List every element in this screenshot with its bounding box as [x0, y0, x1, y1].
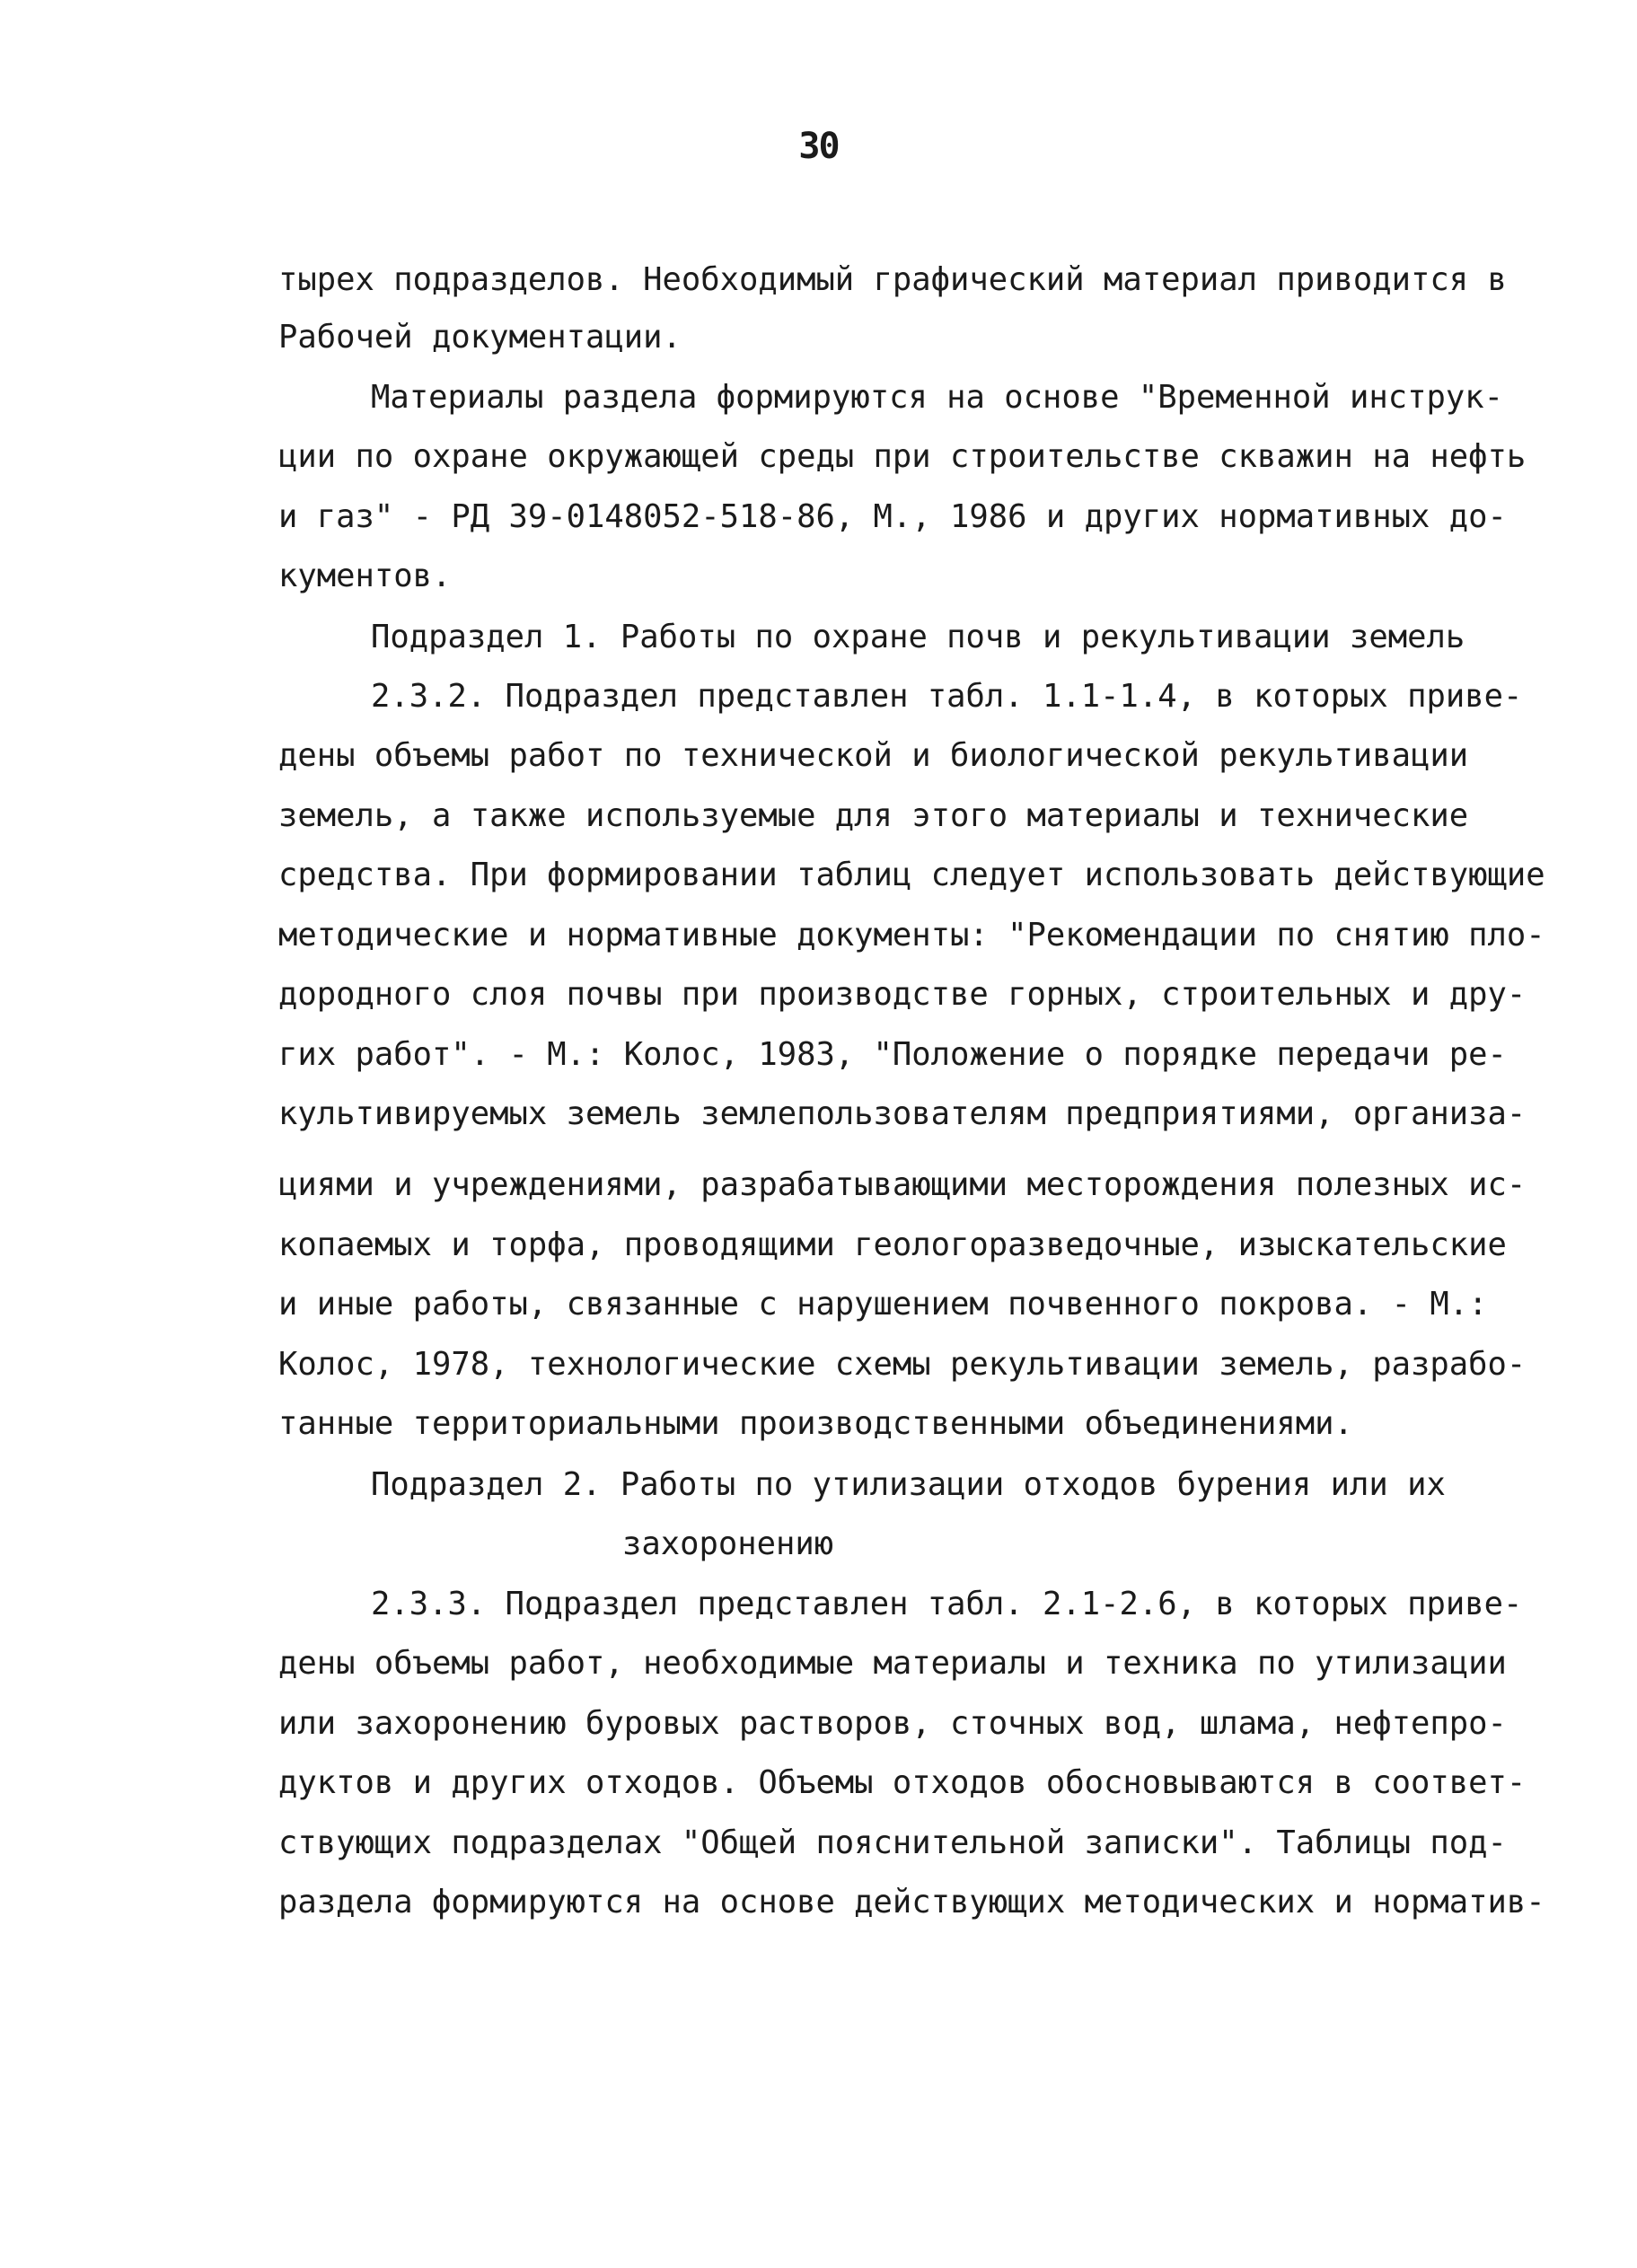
text-line: или захоронению буровых растворов, сточных вод, шлама, нефтепро-: [278, 1705, 1507, 1742]
text-line: копаемых и торфа, проводящими геологоразведочные, изыскательские: [278, 1226, 1507, 1263]
text-line: дородного слоя почвы при производстве горных, строительных и дру-: [278, 976, 1527, 1013]
text-line: методические и нормативные документы: "Рекомендации по снятию пло-: [278, 917, 1545, 954]
text-line: циями и учреждениями, разрабатывающими месторождения полезных ис-: [278, 1166, 1527, 1203]
text-line: раздела формируются на основе действующих методических и норматив-: [278, 1884, 1545, 1921]
text-line: дуктов и других отходов. Объемы отходов обосновываются в соответ-: [278, 1764, 1527, 1801]
text-line: Колос, 1978, технологические схемы рекультивации земель, разрабо-: [278, 1346, 1527, 1383]
text-line: ции по охране окружающей среды при строительстве скважин на нефть: [278, 438, 1527, 475]
text-line: дены объемы работ, необходимые материалы и техника по утилизации: [278, 1645, 1507, 1682]
text-line: и газ" - РД 39-0148052-518-86, М., 1986 и других нормативных до-: [278, 498, 1507, 535]
text-line: Материалы раздела формируются на основе "Временной инструк-: [371, 379, 1503, 416]
text-line: гих работ". - М.: Колос, 1983, "Положение о порядке передачи ре-: [278, 1036, 1507, 1073]
text-line: 2.3.3. Подраздел представлен табл. 2.1-2.6, в которых приве-: [371, 1586, 1523, 1622]
text-line: и иные работы, связанные с нарушением почвенного покрова. - М.:: [278, 1286, 1488, 1323]
text-line: кументов.: [278, 558, 452, 594]
section-heading: Подраздел 1. Работы по охране почв и рекультивации земель: [371, 619, 1465, 655]
text-line: ствующих подразделах "Общей пояснительной записки". Таблицы под-: [278, 1824, 1507, 1861]
page-number: 30: [798, 126, 839, 167]
text-line: культивируемых земель землепользователям предприятиями, организа-: [278, 1095, 1527, 1132]
text-line: Рабочей документации.: [278, 319, 682, 356]
text-line: дены объемы работ по технической и биологической рекультивации: [278, 737, 1469, 774]
text-line: земель, а также используемые для этого материалы и технические: [278, 797, 1469, 834]
text-line: средства. При формировании таблиц следует использовать действующие: [278, 857, 1545, 893]
section-heading-continued: захоронению: [622, 1525, 834, 1562]
text-line: 2.3.2. Подраздел представлен табл. 1.1-1.4, в которых приве-: [371, 678, 1523, 715]
section-heading: Подраздел 2. Работы по утилизации отходов бурения или их: [371, 1466, 1446, 1503]
text-line: тырех подразделов. Необходимый графический материал приводится в: [278, 261, 1507, 298]
text-line: танные территориальными производственными объединениями.: [278, 1405, 1353, 1442]
